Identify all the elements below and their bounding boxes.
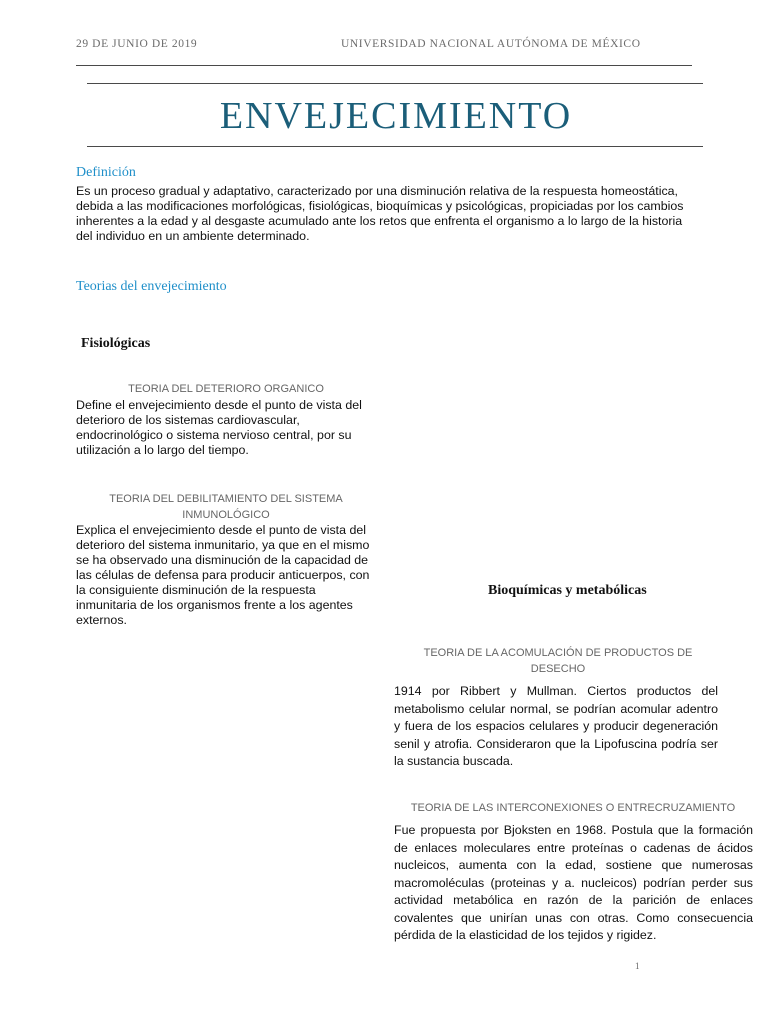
theory-text: Explica el envejecimiento desde el punto de vista del deterioro del sistema inmunitario, ya que en el mismo se ha observado una disminución de la capacidad de las células de defensa para producir anticuerpos, con la consiguiente disminución de la respuesta inmunitaria de los organismos frente a los agentes externos. [76,523,370,627]
theory-title: TEORIA DE LA ACOMULACIÓN DE PRODUCTOS DE DESECHO [423,647,693,675]
header-institution: UNIVERSIDAD NACIONAL AUTÓNOMA DE MÉXICO [341,38,641,50]
title-top-rule [87,83,703,84]
header-divider [76,65,692,66]
theory-title: TEORIA DEL DEBILITAMIENTO DEL SISTEMA INMUNOLÓGICO [109,493,343,521]
theory-text: Define el envejecimiento desde el punto de vista del deterioro de los sistemas cardiovascular, endocrinológico o sistema nervioso central, por su utilización a lo largo del tiempo. [76,398,362,457]
document-title: ENVEJECIMIENTO [219,95,573,137]
biochemical-heading: Bioquímicas y metabólicas [488,583,647,598]
header-date: 29 DE JUNIO DE 2019 [76,38,198,50]
definition-heading: Definición [76,165,136,180]
theory-text: Fue propuesta por Bjoksten en 1968. Postula que la formación de enlaces moleculares entre proteínas o cadenas de ácidos nucleicos, aumenta con la edad, sostiene que numerosas macromoléculas (proteinas y a. nucleicos) podrían perder sus actividad metabólica en razón de la parición de enlaces covalentes que unirían unas con otras. Como consecuencia pérdida de la elasticidad de los tejidos y rigidez. [394,823,753,942]
definition-text: Es un proceso gradual y adaptativo, caracterizado por una disminución relativa de la respuesta homeostática, debida a las modificaciones morfológicas, fisiológicas, bioquímicas y psicológicas, propiciadas por los cambios inherentes a la edad y al desgaste acumulado ante los retos que enfrenta el organismo a lo largo de la historia del individuo en un ambiente determinado. [76,184,684,243]
theories-heading: Teorias del envejecimiento [76,279,227,294]
physiological-heading: Fisiológicas [81,336,151,351]
theory-title: TEORIA DE LAS INTERCONEXIONES O ENTRECRUZAMIENTO [410,802,736,814]
page-number: 1 [635,961,640,971]
theory-text: 1914 por Ribbert y Mullman. Ciertos productos del metabolismo celular normal, se podrían acomular adentro y fuera de los espacios celulares y producir degeneración senil y atrofia. Consideraron que la Lipofuscina podría ser la sustancia buscada. [394,684,718,768]
title-bottom-rule [87,146,703,147]
theory-title: TEORIA DEL DETERIORO ORGANICO [128,383,324,395]
